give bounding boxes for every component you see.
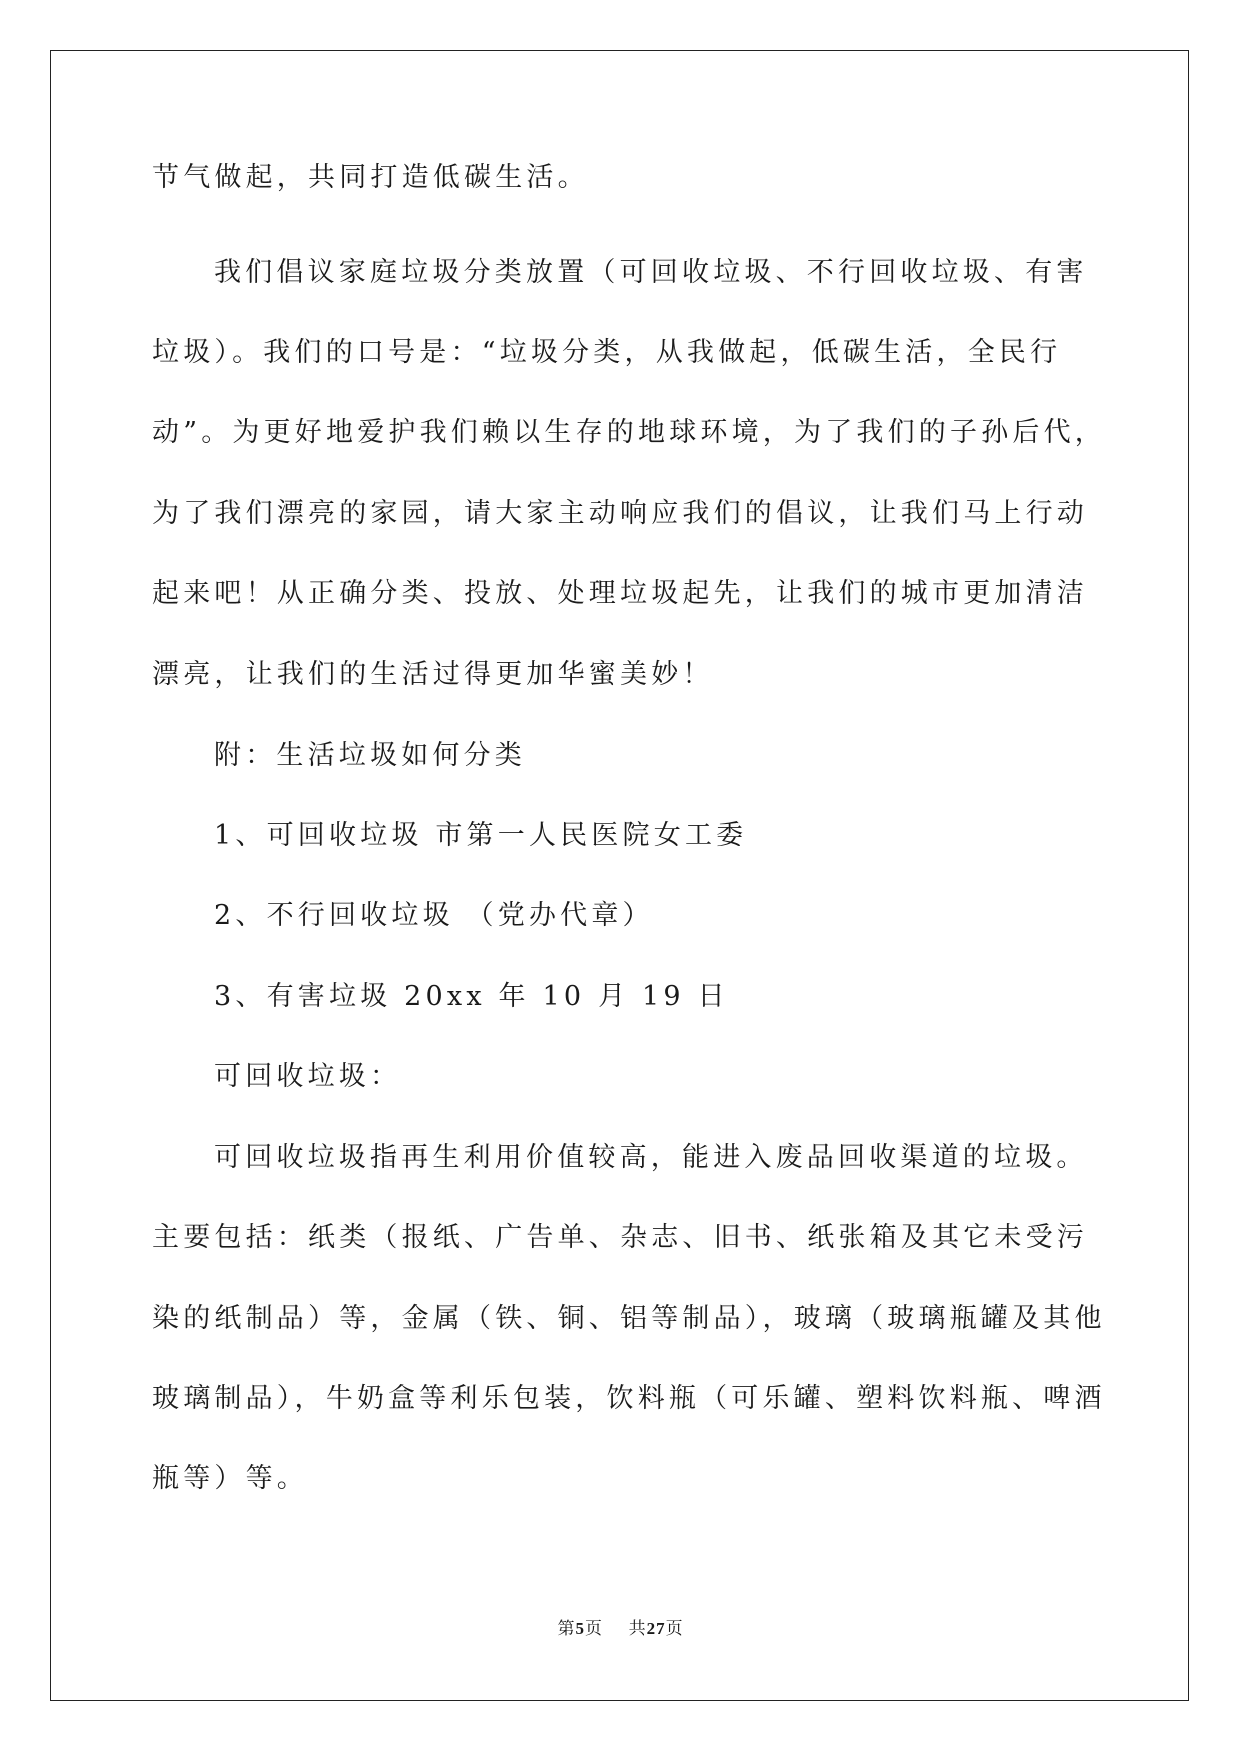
paragraph-line: 可回收垃圾： [214,1061,402,1092]
page-border [50,50,1189,1701]
page-number: 5 [575,1619,585,1638]
paragraph-line: 附：生活垃圾如何分类 [214,740,526,771]
paragraph-line: 玻璃制品），牛奶盒等利乐包装，饮料瓶（可乐罐、塑料饮料瓶、啤酒 [152,1383,1106,1414]
paragraph-line: 垃圾）。我们的口号是：“垃圾分类，从我做起，低碳生活，全民行 [152,337,1062,368]
total-prefix: 共 [628,1619,647,1639]
paragraph-line: 2、不行回收垃圾 （党办代章） [214,900,654,931]
paragraph-line: 漂亮，让我们的生活过得更加华蜜美妙！ [152,659,714,690]
paragraph-line: 1、可回收垃圾 市第一人民医院女工委 [214,820,748,851]
paragraph-line: 节气做起，共同打造低碳生活。 [152,162,589,193]
paragraph-line: 瓶等）等。 [152,1463,308,1494]
total-pages: 27 [646,1619,666,1638]
paragraph-line: 为了我们漂亮的家园，请大家主动响应我们的倡议，让我们马上行动 [152,498,1088,529]
paragraph-line: 动”。为更好地爱护我们赖以生存的地球环境，为了我们的子孙后代， [152,417,1107,448]
page-prefix: 第 [557,1619,576,1639]
paragraph-line: 可回收垃圾指再生利用价值较高，能进入废品回收渠道的垃圾。 [214,1142,1088,1173]
paragraph-line: 我们倡议家庭垃圾分类放置（可回收垃圾、不行回收垃圾、有害 [214,257,1088,288]
paragraph-line: 3、有害垃圾 20xx 年 10 月 19 日 [214,981,729,1012]
paragraph-line: 染的纸制品）等，金属（铁、铜、铝等制品），玻璃（玻璃瓶罐及其他 [152,1303,1106,1334]
total-suffix: 页 [665,1619,684,1639]
paragraph-line: 主要包括：纸类（报纸、广告单、杂志、旧书、纸张箱及其它未受污 [152,1222,1088,1253]
page-suffix: 页 [584,1619,603,1639]
paragraph-line: 起来吧！从正确分类、投放、处理垃圾起先，让我们的城市更加清洁 [152,578,1088,609]
page-footer [0,1617,1241,1641]
